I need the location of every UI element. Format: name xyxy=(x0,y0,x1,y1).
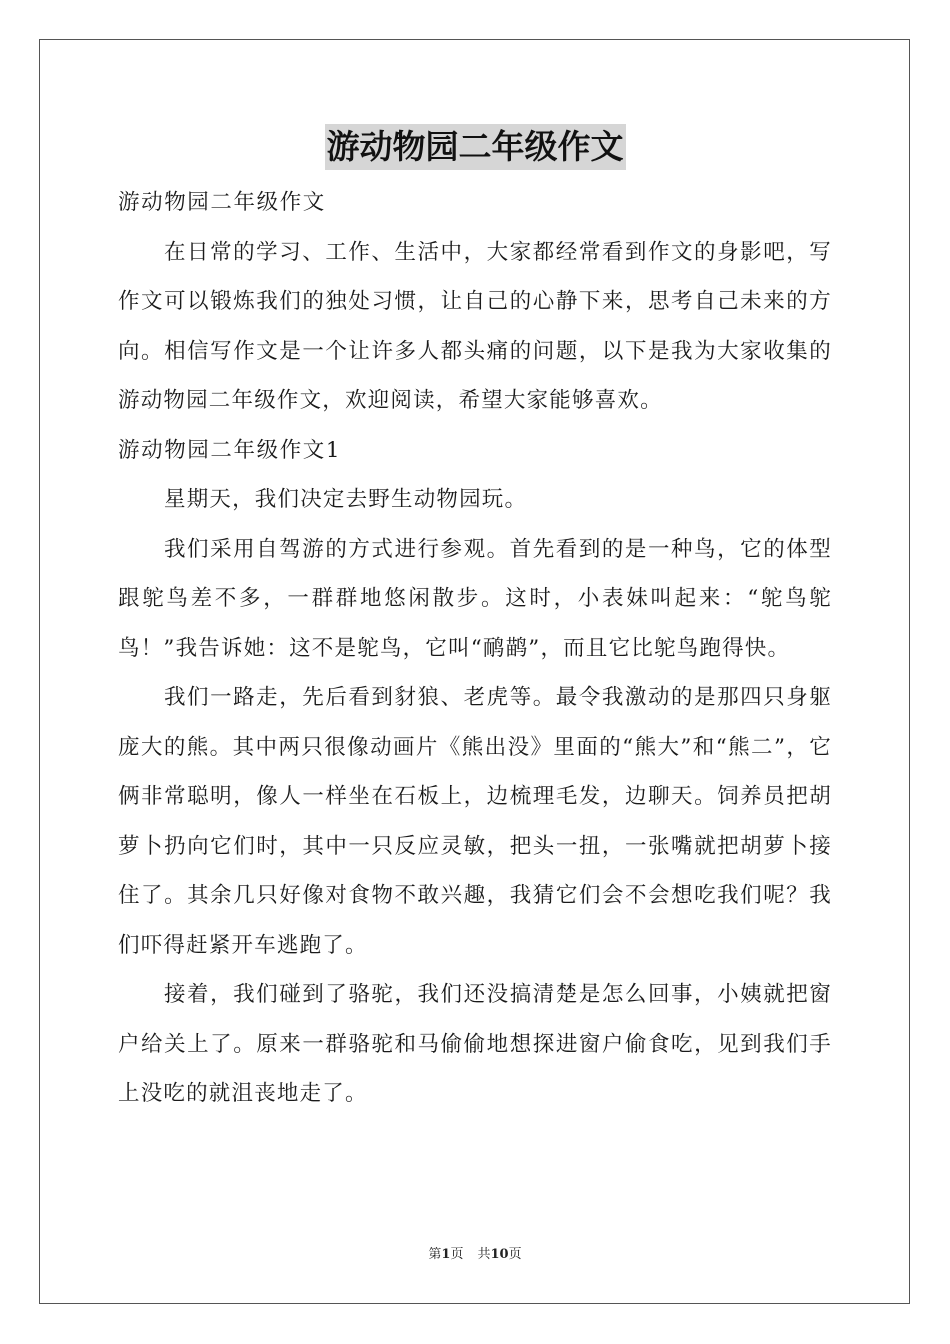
body-paragraph-2: 我们采用自驾游的方式进行参观。首先看到的是一种鸟，它的体型跟鸵鸟差不多，一群群地悠闲散步。这时，小表妹叫起来：“鸵鸟鸵鸟！”我告诉她：这不是鸵鸟，它叫“鸸鹋”，而且它比鸵鸟跑得快。 xyxy=(118,536,832,661)
document-body xyxy=(118,178,832,1119)
page-suffix: 页 xyxy=(450,1247,464,1262)
body-paragraph-3: 我们一路走，先后看到豺狼、老虎等。最令我激动的是那四只身躯庞大的熊。其中两只很像动画片《熊出没》里面的“熊大”和“熊二”，它俩非常聪明，像人一样坐在石板上，边梳理毛发，边聊天。饲养员把胡萝卜扔向它们时，其中一只反应灵敏，把头一扭，一张嘴就把胡萝卜接住了。其余几只好像对食物不敢兴趣，我猜它们会不会想吃我们呢？我们吓得赶紧开车逃跑了。 xyxy=(118,685,832,958)
section-heading: 游动物园二年级作文1 xyxy=(118,437,342,463)
page-prefix: 第 xyxy=(428,1247,442,1262)
page-footer xyxy=(0,1246,950,1264)
document-subtitle: 游动物园二年级作文 xyxy=(118,190,326,215)
current-page-number: 1 xyxy=(441,1247,451,1262)
title-container xyxy=(0,124,950,170)
total-suffix: 页 xyxy=(508,1247,522,1262)
intro-paragraph: 在日常的学习、工作、生活中，大家都经常看到作文的身影吧，写作文可以锻炼我们的独处习惯，让自己的心静下来，思考自己未来的方向。相信写作文是一个让许多人都头痛的问题，以下是我为大家收集的游动物园二年级作文，欢迎阅读，希望大家能够喜欢。 xyxy=(118,239,832,413)
body-paragraph-4: 接着，我们碰到了骆驼，我们还没搞清楚是怎么回事，小姨就把窗户给关上了。原来一群骆驼和马偷偷地想探进窗户偷食吃，见到我们手上没吃的就沮丧地走了。 xyxy=(118,982,832,1106)
document-title: 游动物园二年级作文 xyxy=(325,124,626,170)
body-paragraph-1: 星期天，我们决定去野生动物园玩。 xyxy=(164,487,528,512)
total-prefix: 共 xyxy=(477,1247,491,1262)
total-page-count: 10 xyxy=(490,1247,509,1262)
